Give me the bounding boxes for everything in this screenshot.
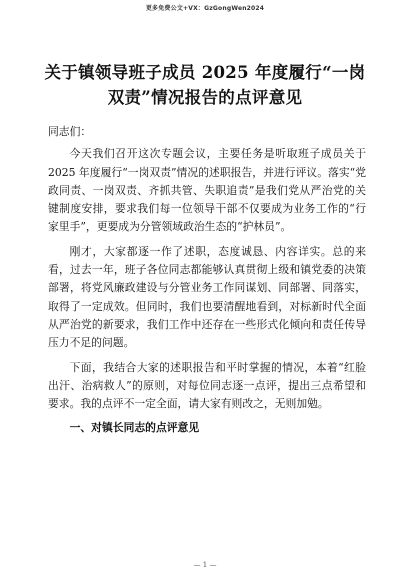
salutation: 同志们： bbox=[48, 125, 92, 138]
paragraph-assessment: 刚才，大家都逐一作了述职，态度诚恳、内容详实。总的来看，过去一年，班子各位同志都能够认真贯彻上级和镇党委的决策部署，将党风廉政建设与分管业务工作同谋划、同部署、同落实，取得了一定成效。但同时，我们也要清醒地看到，对标新时代全面从严治党的新要求，我们工作中还存在一些形式化倾向和责任传导压力不足的问题。 bbox=[48, 244, 366, 350]
top-banner: 更多免费公文+VX：GzGongWen2024 bbox=[145, 5, 265, 12]
page-number: — 1 — bbox=[193, 561, 217, 569]
paragraph-transition: 下面，我结合大家的述职报告和平时掌握的情况，本着“红脸出汗、治病救人”的原则，对每位同志逐一点评，提出三点希望和要求。我的点评不一定全面，请大家有则改之，无则加勉。 bbox=[48, 360, 366, 411]
document-body bbox=[48, 123, 366, 438]
paragraph-intro: 今天我们召开这次专题会议，主要任务是听取班子成员关于 2025 年度履行“一岗双责”情况的述职报告，并进行评议。落实“党政同责、一岗双责、齐抓共管、失职追责”是我们党从严治党的关键制度安排，要求我们每一位领导干部不仅要成为业务工作的“行家里手”，更要成为分管领域政治生态的“护林员”。 bbox=[48, 147, 366, 234]
section-heading: 一、对镇长同志的点评意见 bbox=[69, 421, 200, 435]
document-title: 关于镇领导班子成员 2025 年度履行“一岗双责”情况报告的点评意见 bbox=[44, 63, 366, 107]
